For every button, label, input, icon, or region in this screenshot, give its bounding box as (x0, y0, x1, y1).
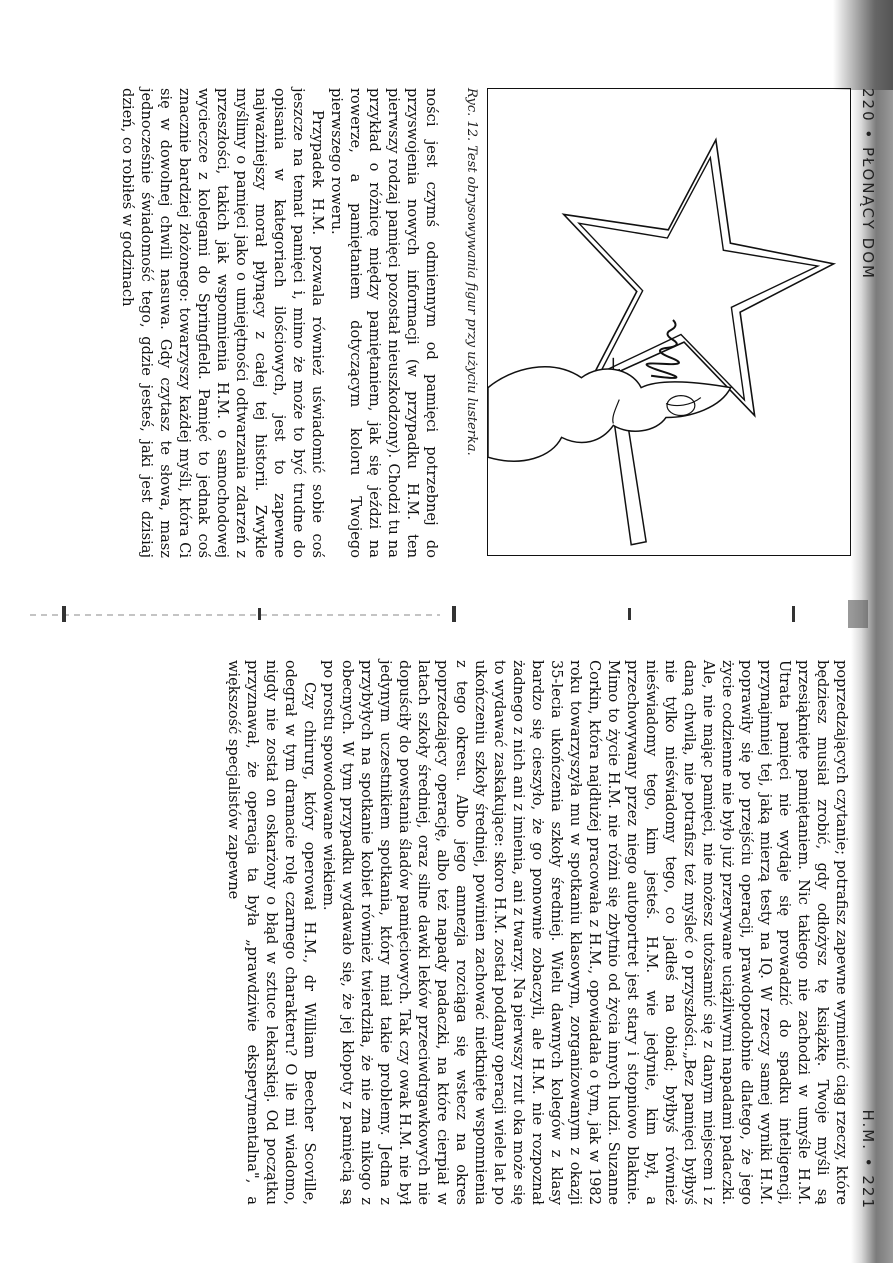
right-running-head: H.M. • 221 (859, 1109, 877, 1210)
right-body-text (224, 660, 851, 1205)
left-body-text (118, 88, 441, 558)
hand (488, 367, 731, 461)
left-page (0, 0, 893, 600)
star-hand-illustration (488, 89, 850, 555)
figure-caption: Ryc. 12. Test obrysowywania figur przy użyciu lusterka. (464, 88, 479, 456)
left-running-head: 220 • PŁONĄCY DOM (859, 88, 877, 280)
paragraph: Przypadek H.M. pozwala również uświadomić sobie coś jeszcze na temat pamięci i, mimo że może to być trudne do opisania w kategoriach ilościowych, jest to zapewne najważniejszy morał płynący z całej tej historii. Zwykle myślimy o pamięci jako o umiejętności odtwarzania zdarzeń z przeszłości, takich jak wspomnienia H.M. o samochodowej wycieczce z kolegami do Springfield. Pamięć to jednak coś znacznie bardziej złożonego: towarzyszy każdej myśli, która Ci się w dowolnej chwili nasuwa. Gdy czytasz te słowa, masz jednocześnie świadomość tego, gdzie jesteś, jaki jest dzisiaj dzień, co robiłeś w godzinach (119, 88, 326, 558)
paragraph: poprzedzających czytanie; potrafisz zapewne wymienić ciąg rzeczy, które będziesz musiał zrobić, gdy odłożysz tę książkę. Twoje myśli są przesiąknięte pamiętaniem. Nic takiego nie zachodzi w umyśle H.M. Utrata pamięci nie wydaje się prowadzić do spadku inteligencji, przynajmniej tej, jaką mierzą testy na IQ. W rzeczy samej wyniki H.M. poprawiły się po przejściu operacji, prawdopodobnie dlatego, że jego życie codzienne nie było już przerywane uciążliwymi napadami padaczki. Ale, nie mając pamięci, nie możesz utożsamić się z danym miejscem i z daną chwilą, nie potrafisz też myśleć o przyszłości.„Bez pamięci byłbyś nie tylko nieświadomy tego, co jadłeś na obiad; byłbyś również nieświadomy tego, kim jesteś. H.M. wie jedynie, kim był, a przechowywany przez niego autoportret jest stary i stopniowo blaknie. Mimo to życie H.M. nie różni się zbytnio od życia innych ludzi. Suzanne Corkin, która najdłużej pracowała z H.M., opowiadała o tym, jak w 1982 roku towarzyszyła mu w spotkaniu klasowym, zorganizowanym z okazji 35-lecia ukończenia szkoły średniej. Wielu dawnych kolegów z klasy bardzo się cieszyło, że go ponownie zobaczyli, ale H.M. nie rozpoznał żadnego z nich ani z imienia, ani z twarzy. Na pierwszy rzut oka może się to wydawać zaskakujące: skoro H.M. został poddany operacji wiele lat po ukończeniu szkoły średniej, powinien zachować nietknięte wspomnienia z tego okresu. Albo jego amnezja rozciąga się wstecz na okres poprzedzający operację, albo też napady padaczki, na które cierpiał w latach szkoły średniej, oraz silne dawki leków przeciwdrgawkowych nie dopuściły do powstania śladów pamięciowych. Tak czy owak H.M. nie był jedynym uczestnikiem spotkania, który miał takie problemy. Jedna z przybyłych na spotkanie kobiet również twierdziła, że nie zna nikogo z obecnych. W tym przypadku wydawało się, że jej kłopoty z pamięcią są po prostu spowodowane wiekiem. (320, 660, 850, 1205)
right-page (0, 630, 893, 1230)
paragraph: ności jest czymś odmiennym od pamięci potrzebnej do przyswojenia nowych informacji (w przypadku H.M. ten pierwszy rodzaj pamięci pozostał nieuszkodzony). Chodzi tu na przykład o różnicę między pamiętaniem, jak się jeździ na rowerze, a pamiętaniem dotyczącym koloru Twojego pierwszego roweru. (328, 88, 440, 558)
figure-mirror-drawing (487, 88, 851, 556)
paragraph: Czy chirurg, który operował H.M., dr William Beecher Scoville, odegrał w tym dramacie rolę czarnego charakteru? O ile mi wiadomo, nigdy nie został on oskarżony o błąd w sztuce lekarskiej. Od początku przyznawał, że operacja ta była „prawdziwie eksperymentalna", a większość specjalistów zapewne (225, 660, 318, 1205)
